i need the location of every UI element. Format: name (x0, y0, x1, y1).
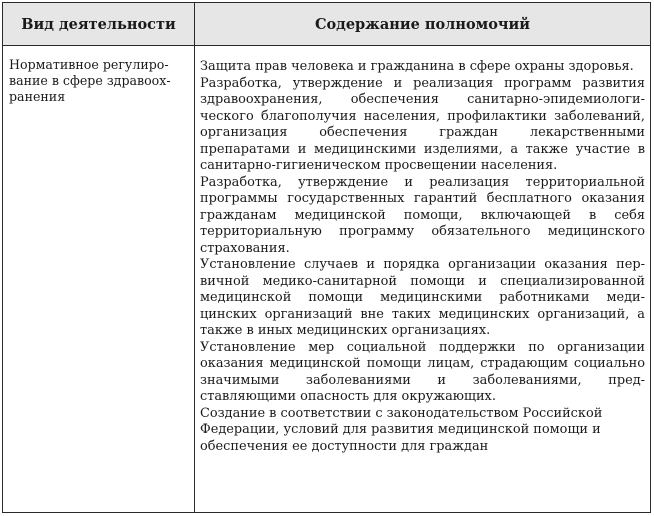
activity-cell (9, 57, 191, 104)
header-activity: Вид деятельности (21, 15, 176, 33)
powers-table (2, 2, 651, 513)
powers-paragraph-2: Разработка, утверждение и реализация программ развития здравоохранения, обеспечения санитарно-эпидемиологического благополучия населения, профилактики заболеваний, организация обеспечения граждан лекарственными препаратами и медицинскими изделиями, а также участие в санитарно-гигиеническом просвещении населения. (200, 75, 645, 173)
activity-text: Нормативное регулирование в сфере здравоохранения (9, 57, 171, 104)
powers-paragraph-1: Защита прав человека и гражданина в сфере охраны здоровья. (200, 59, 634, 74)
table-header-row (3, 3, 650, 46)
powers-paragraph-3: Разработка, утверждение и реализация территориальной программы государственных гарантий бесплатного оказания гражданам медицинской помощи, включающей в себя территориальную программу обязательного медицинского страхования. (200, 174, 645, 256)
powers-cell (200, 59, 645, 455)
powers-paragraph-6: Создание в соответствии с законодательством Российской Федерации, условий для развития медицинской помощи и обеспечения ее доступности для граждан (200, 405, 603, 454)
powers-paragraph-4: Установление случаев и порядка организации оказания первичной медико-санитарной помощи и специализированной медицинской помощи медицинскими работниками медицинских организаций вне таких медицинских организаций, а также в иных медицинских организациях. (200, 257, 645, 338)
powers-paragraph-5: Установление мер социальной поддержки по организации оказания медицинской помощи лицам, страдающим социально значимыми заболеваниями и заболеваниями, представляющими опасность для окружающих. (200, 339, 645, 404)
column-divider (194, 3, 195, 512)
header-powers: Содержание полномочий (314, 15, 531, 33)
